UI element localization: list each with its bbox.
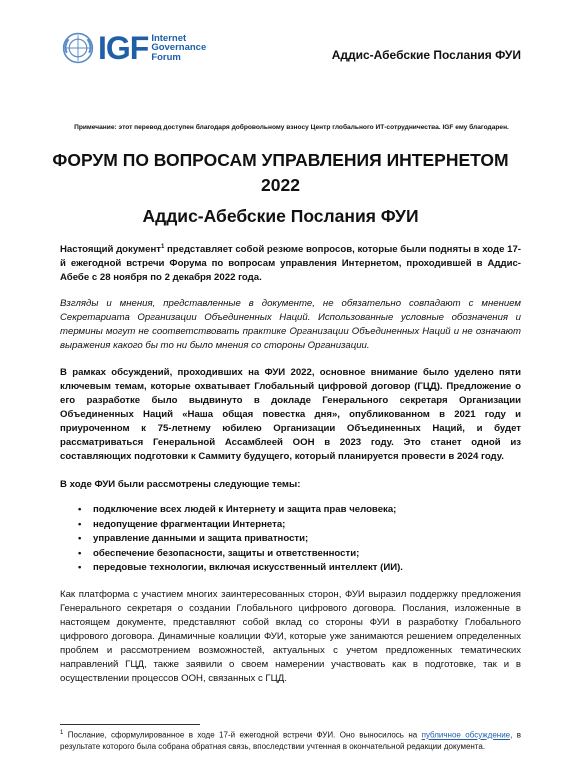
logo-line-forum: Forum xyxy=(151,51,181,63)
public-discussion-link[interactable]: публичное обсуждение xyxy=(421,730,511,740)
intro-paragraph xyxy=(60,240,521,285)
intro-text-end: представляет собой резюме вопросов, которые были подняты в ходе 17-й ежегодной встречи Форума по вопросам управления Интернетом, проходившей в Аддис-Абебе с 28 ноября по 2 декабря 2022 года. xyxy=(60,244,521,284)
platform-paragraph: Как платформа с участием многих заинтересованных сторон, ФУИ выразил поддержку предложения Генерального секретаря о создании Глобального цифрового договора. Послания, изложенные в настоящем документе, представляют собой вклад со стороны ФУИ в разработку Глобального цифрового договора. Динамичные коалиции ФУИ, которые уже занимаются решением определенных проблем и рассмотрением возможностей, актуальных с учетом предложенных тематических направлений ГЦД, также заявили о своем намерении участвовать как в подготовке, так и в осуществлении процессов ООН, связанных с ГЦД. xyxy=(60,589,521,684)
igf-logo-mark: IGF xyxy=(98,30,149,66)
igf-logo xyxy=(62,32,206,64)
footnote-number: 1 xyxy=(60,730,64,736)
focus-paragraph: В рамках обсуждений, проходивших на ФУИ 2022, основное внимание было уделено пяти ключевым темам, которые охватывает Глобальный цифровой договор (ГЦД). Предложение о его разработке было выдвинуто в докладе Генерального секретаря Организации Объединенных Наций «Наша общая повестка дня», опубликованном в 2021 году и приуроченном к 75-летнему юбилею Организации Объединенных Наций, и будет рассматриваться Генеральной Ассамблеей ООН в 2023 году. Это станет одной из составляющих подготовки к Саммиту будущего, который планируется провести в 2024 году. xyxy=(60,367,521,462)
list-item: • недопущение фрагментации Интернета; xyxy=(78,518,403,533)
list-item: • передовые технологии, включая искусственный интеллект (ИИ). xyxy=(78,561,403,576)
footnote xyxy=(60,728,521,753)
list-item: • обеспечение безопасности, защиты и ответственности; xyxy=(78,547,403,562)
document-title: ФОРУМ ПО ВОПРОСАМ УПРАВЛЕНИЯ ИНТЕРНЕТОМ 2022 xyxy=(52,150,509,195)
footnote-text-end: , в результате которого была собрана обратная связь, впоследствии учтенная в окончательной редакции документа. xyxy=(60,730,521,752)
list-item: • управление данными и защита приватности; xyxy=(78,532,403,547)
topics-intro: В ходе ФУИ были рассмотрены следующие темы: xyxy=(60,479,301,490)
list-item: • подключение всех людей к Интернету и защита прав человека; xyxy=(78,503,403,518)
igf-logo-text xyxy=(151,34,206,63)
footnote-divider xyxy=(60,724,200,725)
un-emblem-icon xyxy=(62,32,94,64)
translation-note: Примечание: этот перевод доступен благодаря добровольному взносу Центр глобального ИТ-сотрудничества. IGF ему благодарен. xyxy=(74,124,509,131)
logo-line-governance: Governance xyxy=(151,42,207,54)
logo-line-internet: Internet xyxy=(151,32,187,44)
document-subtitle: Аддис-Абебские Послания ФУИ xyxy=(142,206,419,226)
intro-text-start: Настоящий документ xyxy=(60,244,161,256)
footnote-text-start: Послание, сформулированное в ходе 17-й ежегодной встречи ФУИ. Оно выносилось на xyxy=(63,730,422,740)
footnote-reference[interactable]: 1 xyxy=(160,244,165,250)
topics-list xyxy=(78,503,403,576)
page-header xyxy=(62,28,521,78)
disclaimer-paragraph: Взгляды и мнения, представленные в документе, не обязательно совпадают с мнением Секретариата Организации Объединенных Наций. Использованные условные обозначения и термины могут не соответствовать практике Организации Объединенных Наций и не означают выражения какого бы то ни было мнения со стороны Организации. xyxy=(60,298,521,351)
running-title: Аддис-Абебские Послания ФУИ xyxy=(331,48,521,62)
